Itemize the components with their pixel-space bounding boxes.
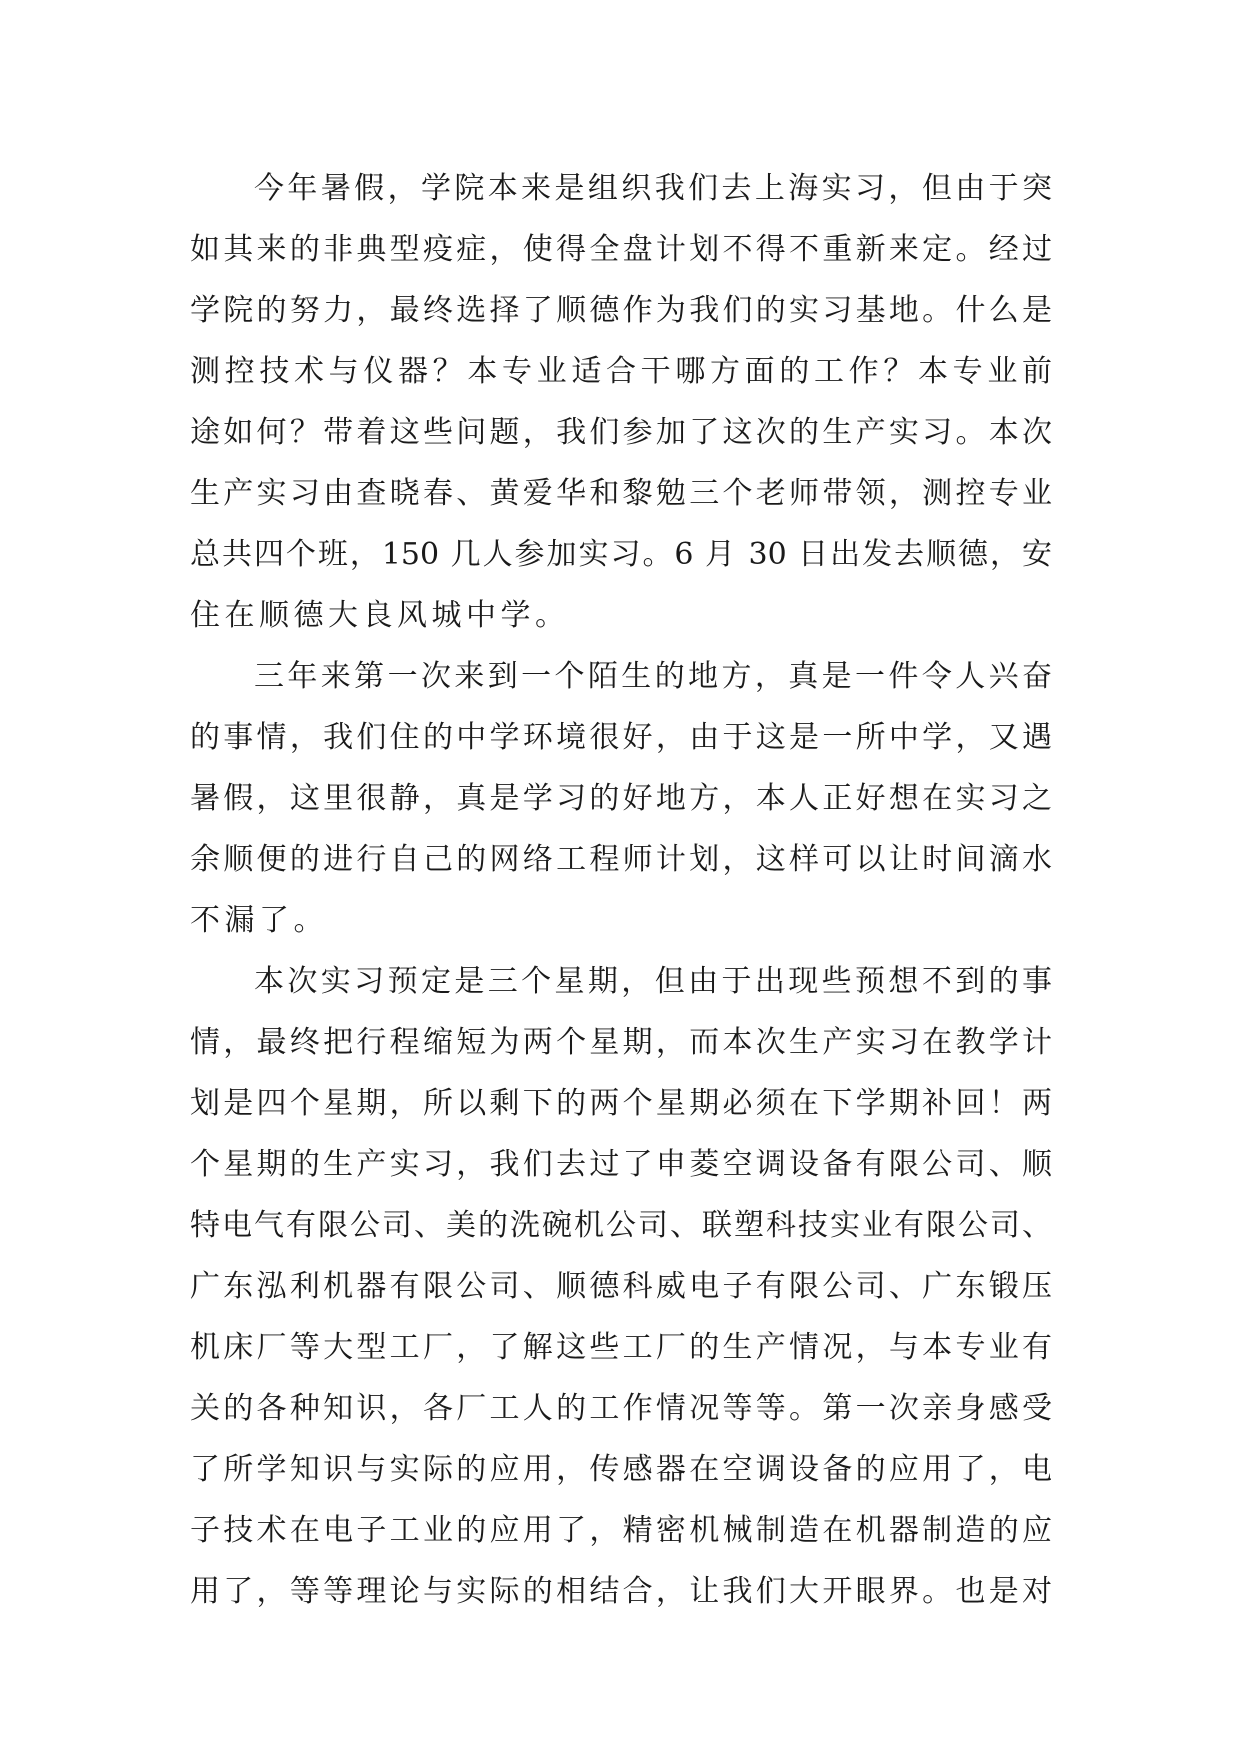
text-line: 情，最终把行程缩短为两个星期，而本次生产实习在教学计 — [190, 1025, 1052, 1060]
text-line: 子技术在电子工业的应用了，精密机械制造在机器制造的应 — [190, 1513, 1052, 1548]
text-line: 本次实习预定是三个星期，但由于出现些预想不到的事 — [254, 964, 1052, 999]
text-line: 广东泓利机器有限公司、顺德科威电子有限公司、广东锻压 — [190, 1269, 1052, 1304]
text-line: 个星期的生产实习，我们去过了申菱空调设备有限公司、顺 — [190, 1147, 1052, 1182]
text-line: 总共四个班，150 几人参加实习。6 月 30 日出发去顺德，安 — [190, 537, 1052, 572]
text-line: 用了，等等理论与实际的相结合，让我们大开眼界。也是对 — [190, 1574, 1052, 1609]
text-line: 不漏了。 — [190, 903, 328, 938]
body-text — [190, 158, 1052, 1622]
text-line: 住在顺德大良风城中学。 — [190, 598, 570, 633]
text-line: 机床厂等大型工厂，了解这些工厂的生产情况，与本专业有 — [190, 1330, 1052, 1365]
paragraph-1 — [190, 158, 1052, 646]
text-line: 划是四个星期，所以剩下的两个星期必须在下学期补回！两 — [190, 1086, 1052, 1121]
text-line: 如其来的非典型疫症，使得全盘计划不得不重新来定。经过 — [190, 232, 1052, 267]
text-line: 关的各种知识，各厂工人的工作情况等等。第一次亲身感受 — [190, 1391, 1052, 1426]
paragraph-2 — [190, 646, 1052, 951]
text-line: 特电气有限公司、美的洗碗机公司、联塑科技实业有限公司、 — [190, 1208, 1052, 1243]
text-line: 的事情，我们住的中学环境很好，由于这是一所中学，又遇 — [190, 720, 1052, 755]
text-line: 了所学知识与实际的应用，传感器在空调设备的应用了，电 — [190, 1452, 1052, 1487]
text-line: 学院的努力，最终选择了顺德作为我们的实习基地。什么是 — [190, 293, 1052, 328]
text-line: 测控技术与仪器？本专业适合干哪方面的工作？本专业前 — [190, 354, 1052, 389]
paragraph-3 — [190, 951, 1052, 1622]
text-line: 暑假，这里很静，真是学习的好地方，本人正好想在实习之 — [190, 781, 1052, 816]
text-line: 余顺便的进行自己的网络工程师计划，这样可以让时间滴水 — [190, 842, 1052, 877]
text-line: 今年暑假，学院本来是组织我们去上海实习，但由于突 — [254, 171, 1052, 206]
text-line: 三年来第一次来到一个陌生的地方，真是一件令人兴奋 — [254, 659, 1052, 694]
text-line: 途如何？带着这些问题，我们参加了这次的生产实习。本次 — [190, 415, 1052, 450]
text-line: 生产实习由查晓春、黄爱华和黎勉三个老师带领，测控专业 — [190, 476, 1052, 511]
